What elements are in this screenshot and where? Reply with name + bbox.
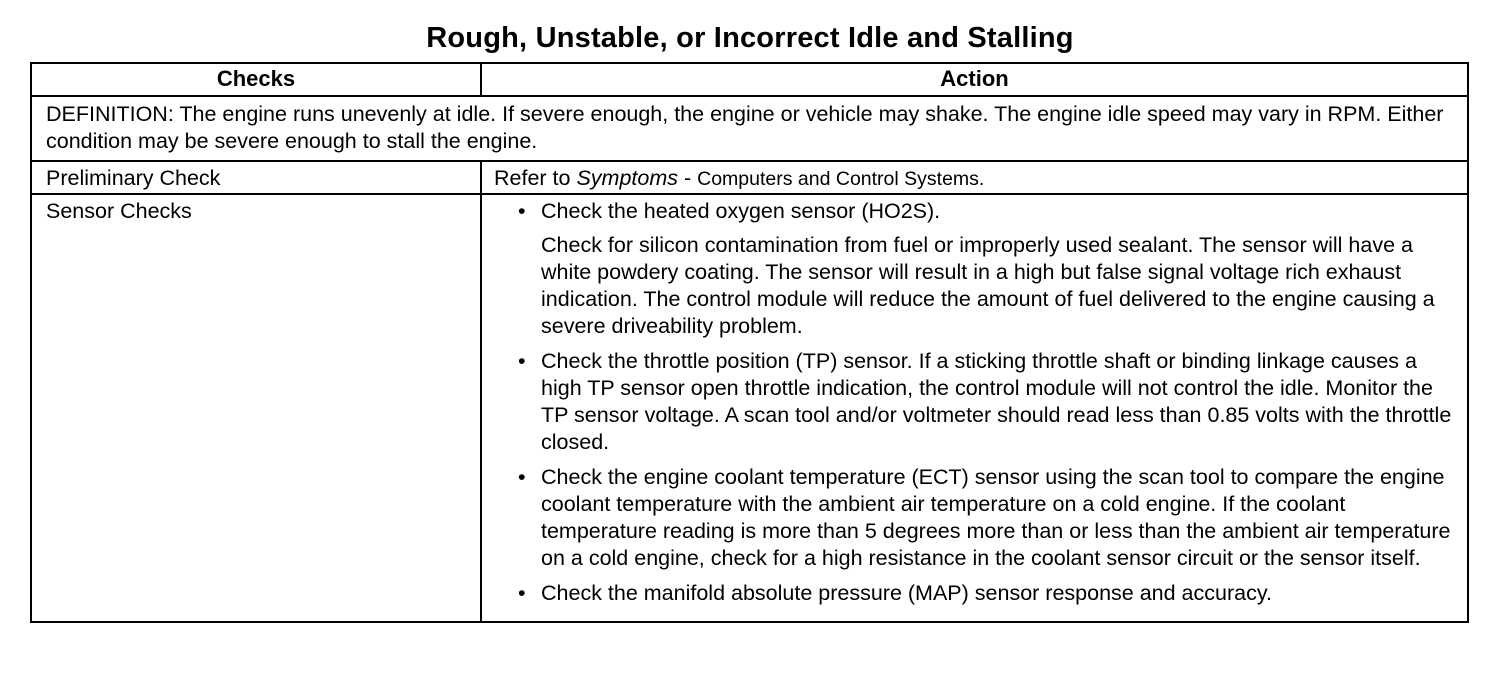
page-title: Rough, Unstable, or Incorrect Idle and Stalling bbox=[426, 22, 1074, 54]
bullet: • bbox=[518, 199, 526, 223]
definition-cell: DEFINITION: The engine runs unevenly at idle. If severe enough, the engine or vehicle may shake. The engine idle speed may vary in RPM. Either condition may be severe enough to stall the engine. bbox=[31, 96, 1468, 161]
list-item-text: Check the heated oxygen sensor (HO2S). bbox=[541, 199, 941, 223]
list-item bbox=[494, 198, 1453, 340]
action-separator: - bbox=[678, 166, 698, 190]
header-row bbox=[31, 63, 1468, 96]
list-item-text: Check the engine coolant temperature (ECT) sensor using the scan tool to compare the engine coolant temperature with the ambient air temperature on a cold engine. If the coolant temperature reading is more than 5 degrees more than or less than the ambient air temperature on a cold engine, check for a high resistance in the coolant sensor circuit or the sensor itself. bbox=[541, 465, 1451, 570]
bullet: • bbox=[518, 581, 526, 605]
check-cell-preliminary: Preliminary Check bbox=[31, 161, 481, 194]
diagnostic-table bbox=[30, 62, 1469, 623]
list-item bbox=[494, 464, 1453, 572]
sensor-check-list bbox=[494, 198, 1453, 621]
checks-column-header: Checks bbox=[31, 63, 481, 96]
list-item-subtext: Check for silicon contamination from fuel or improperly used sealant. The sensor will have a white powdery coating. The sensor will result in a high but false signal voltage rich exhaust indication. The control module will reduce the amount of fuel delivered to the engine causing a severe driveability problem. bbox=[541, 233, 1435, 338]
action-suffix: Computers and Control Systems. bbox=[697, 168, 985, 190]
action-cell-preliminary bbox=[481, 161, 1468, 194]
action-cell-sensor bbox=[481, 194, 1468, 622]
table-row bbox=[31, 194, 1468, 622]
list-item bbox=[494, 580, 1453, 607]
list-item-text: Check the manifold absolute pressure (MAP) sensor response and accuracy. bbox=[541, 581, 1272, 605]
list-item bbox=[494, 348, 1453, 456]
list-item-text: Check the throttle position (TP) sensor. If a sticking throttle shaft or binding linkage causes a high TP sensor open throttle indication, the control module will not control the idle. Monitor the TP sensor voltage. A scan tool and/or voltmeter should read less than 0.85 volts with the throttle closed. bbox=[541, 349, 1452, 454]
bullet: • bbox=[518, 465, 526, 489]
definition-row bbox=[31, 96, 1468, 161]
action-column-header: Action bbox=[481, 63, 1468, 96]
bullet: • bbox=[518, 349, 526, 373]
table-row bbox=[31, 161, 1468, 194]
action-prefix: Refer to bbox=[494, 166, 577, 190]
symptoms-reference: Symptoms bbox=[576, 166, 679, 190]
check-cell-sensor: Sensor Checks bbox=[31, 194, 481, 622]
